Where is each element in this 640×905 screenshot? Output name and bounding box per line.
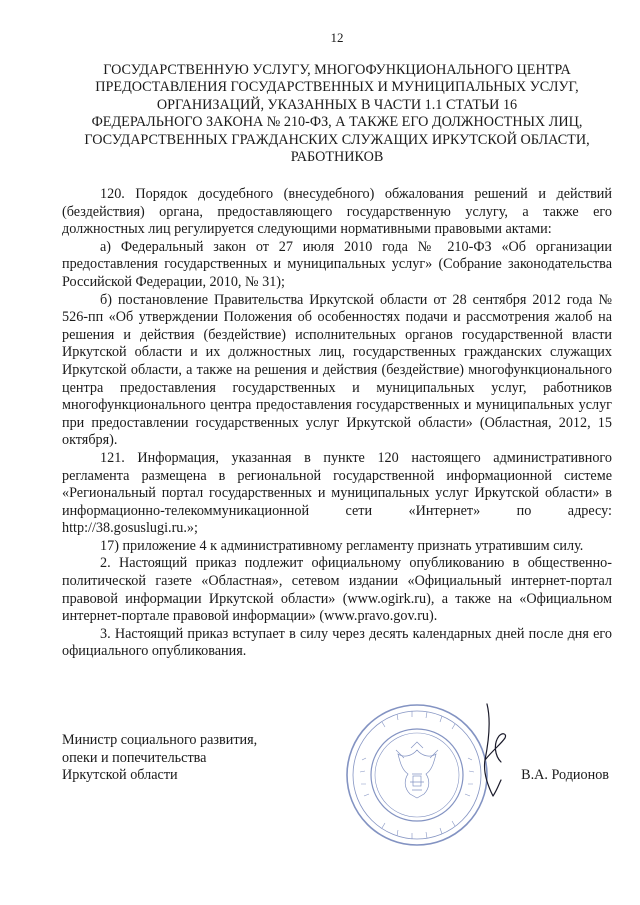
handwritten-signature-icon	[457, 700, 537, 810]
document-page	[62, 0, 612, 905]
signer-title-line: Министр социального развития,	[62, 732, 258, 748]
paragraph-121: 121. Информация, указанная в пункте 120 настоящего административного регламента размещена в региональной государственной информационной системе «Региональный портал государственных и муниципальных услуг Иркутской области» в информационно-телекоммуникационной сети «Интернет» по адресу: http://38.gosuslugi.ru.»;	[62, 449, 612, 537]
signer-name: В.А. Родионов	[521, 767, 609, 783]
paragraph-120-a: а) Федеральный закон от 27 июля 2010 года № 210-ФЗ «Об организации предоставления государственных и муниципальных услуг» (Собрание законодательства Российской Федерации, 2010, № 31);	[62, 238, 612, 290]
signer-title-line: опеки и попечительства	[62, 749, 207, 766]
signer-title	[62, 732, 257, 785]
heading-line: ОРГАНИЗАЦИЙ, УКАЗАННЫХ В ЧАСТИ 1.1 СТАТЬИ 16	[156, 96, 518, 113]
paragraph-120-b: б) постановление Правительства Иркутской области от 28 сентября 2012 года № 526-пп «Об утверждении Положения об особенностях подачи и рассмотрения жалоб на решения и действия (бездействие) исполнительных органов государственной власти Иркутской области и их должностных лиц, государственных гражданских служащих Иркутской области, а также на решения и действия (бездействие) многофункционального центра предоставления государственных и муниципальных услуг, работников многофункционального центра предоставления государственных и муниципальных услуг при предоставлении государственных услуг Иркутской области» (Областная, 2012, 15 октября).	[62, 291, 612, 449]
paragraph-2: 2. Настоящий приказ подлежит официальному опубликованию в общественно-политической газете «Областная», сетевом издании «Официальный интернет-портал правовой информации Иркутской области» (www.ogirk.ru), а также на «Официальном интернет-портале правовой информации» (www.pravo.gov.ru).	[62, 555, 612, 625]
document-body	[62, 186, 612, 661]
heading-line: ГОСУДАРСТВЕННУЮ УСЛУГУ, МНОГОФУНКЦИОНАЛЬНОГО ЦЕНТРА	[103, 62, 571, 78]
heading-line: ГОСУДАРСТВЕННЫХ ГРАЖДАНСКИХ СЛУЖАЩИХ ИРКУТСКОЙ ОБЛАСТИ,	[84, 131, 590, 148]
signer-title-line: Иркутской области	[62, 767, 178, 784]
heading-line: ФЕДЕРАЛЬНОГО ЗАКОНА № 210-ФЗ, А ТАКЖЕ ЕГО ДОЛЖНОСТНЫХ ЛИЦ,	[91, 114, 583, 131]
page-number: 12	[330, 30, 344, 45]
paragraph-item-17: 17) приложение 4 к административному регламенту признать утратившим силу.	[100, 537, 584, 554]
paragraph-120: 120. Порядок досудебного (внесудебного) обжалования решений и действий (бездействия) органа, предоставляющего государственную услугу, а также его должностных лиц регулируется следующими нормативными правовыми актами:	[62, 186, 612, 238]
heading-line: РАБОТНИКОВ	[290, 149, 384, 166]
section-heading	[62, 62, 612, 166]
paragraph-3: 3. Настоящий приказ вступает в силу через десять календарных дней после дня его официального опубликования.	[62, 625, 612, 660]
heading-line: ПРЕДОСТАВЛЕНИЯ ГОСУДАРСТВЕННЫХ И МУНИЦИПАЛЬНЫХ УСЛУГ,	[95, 79, 579, 96]
